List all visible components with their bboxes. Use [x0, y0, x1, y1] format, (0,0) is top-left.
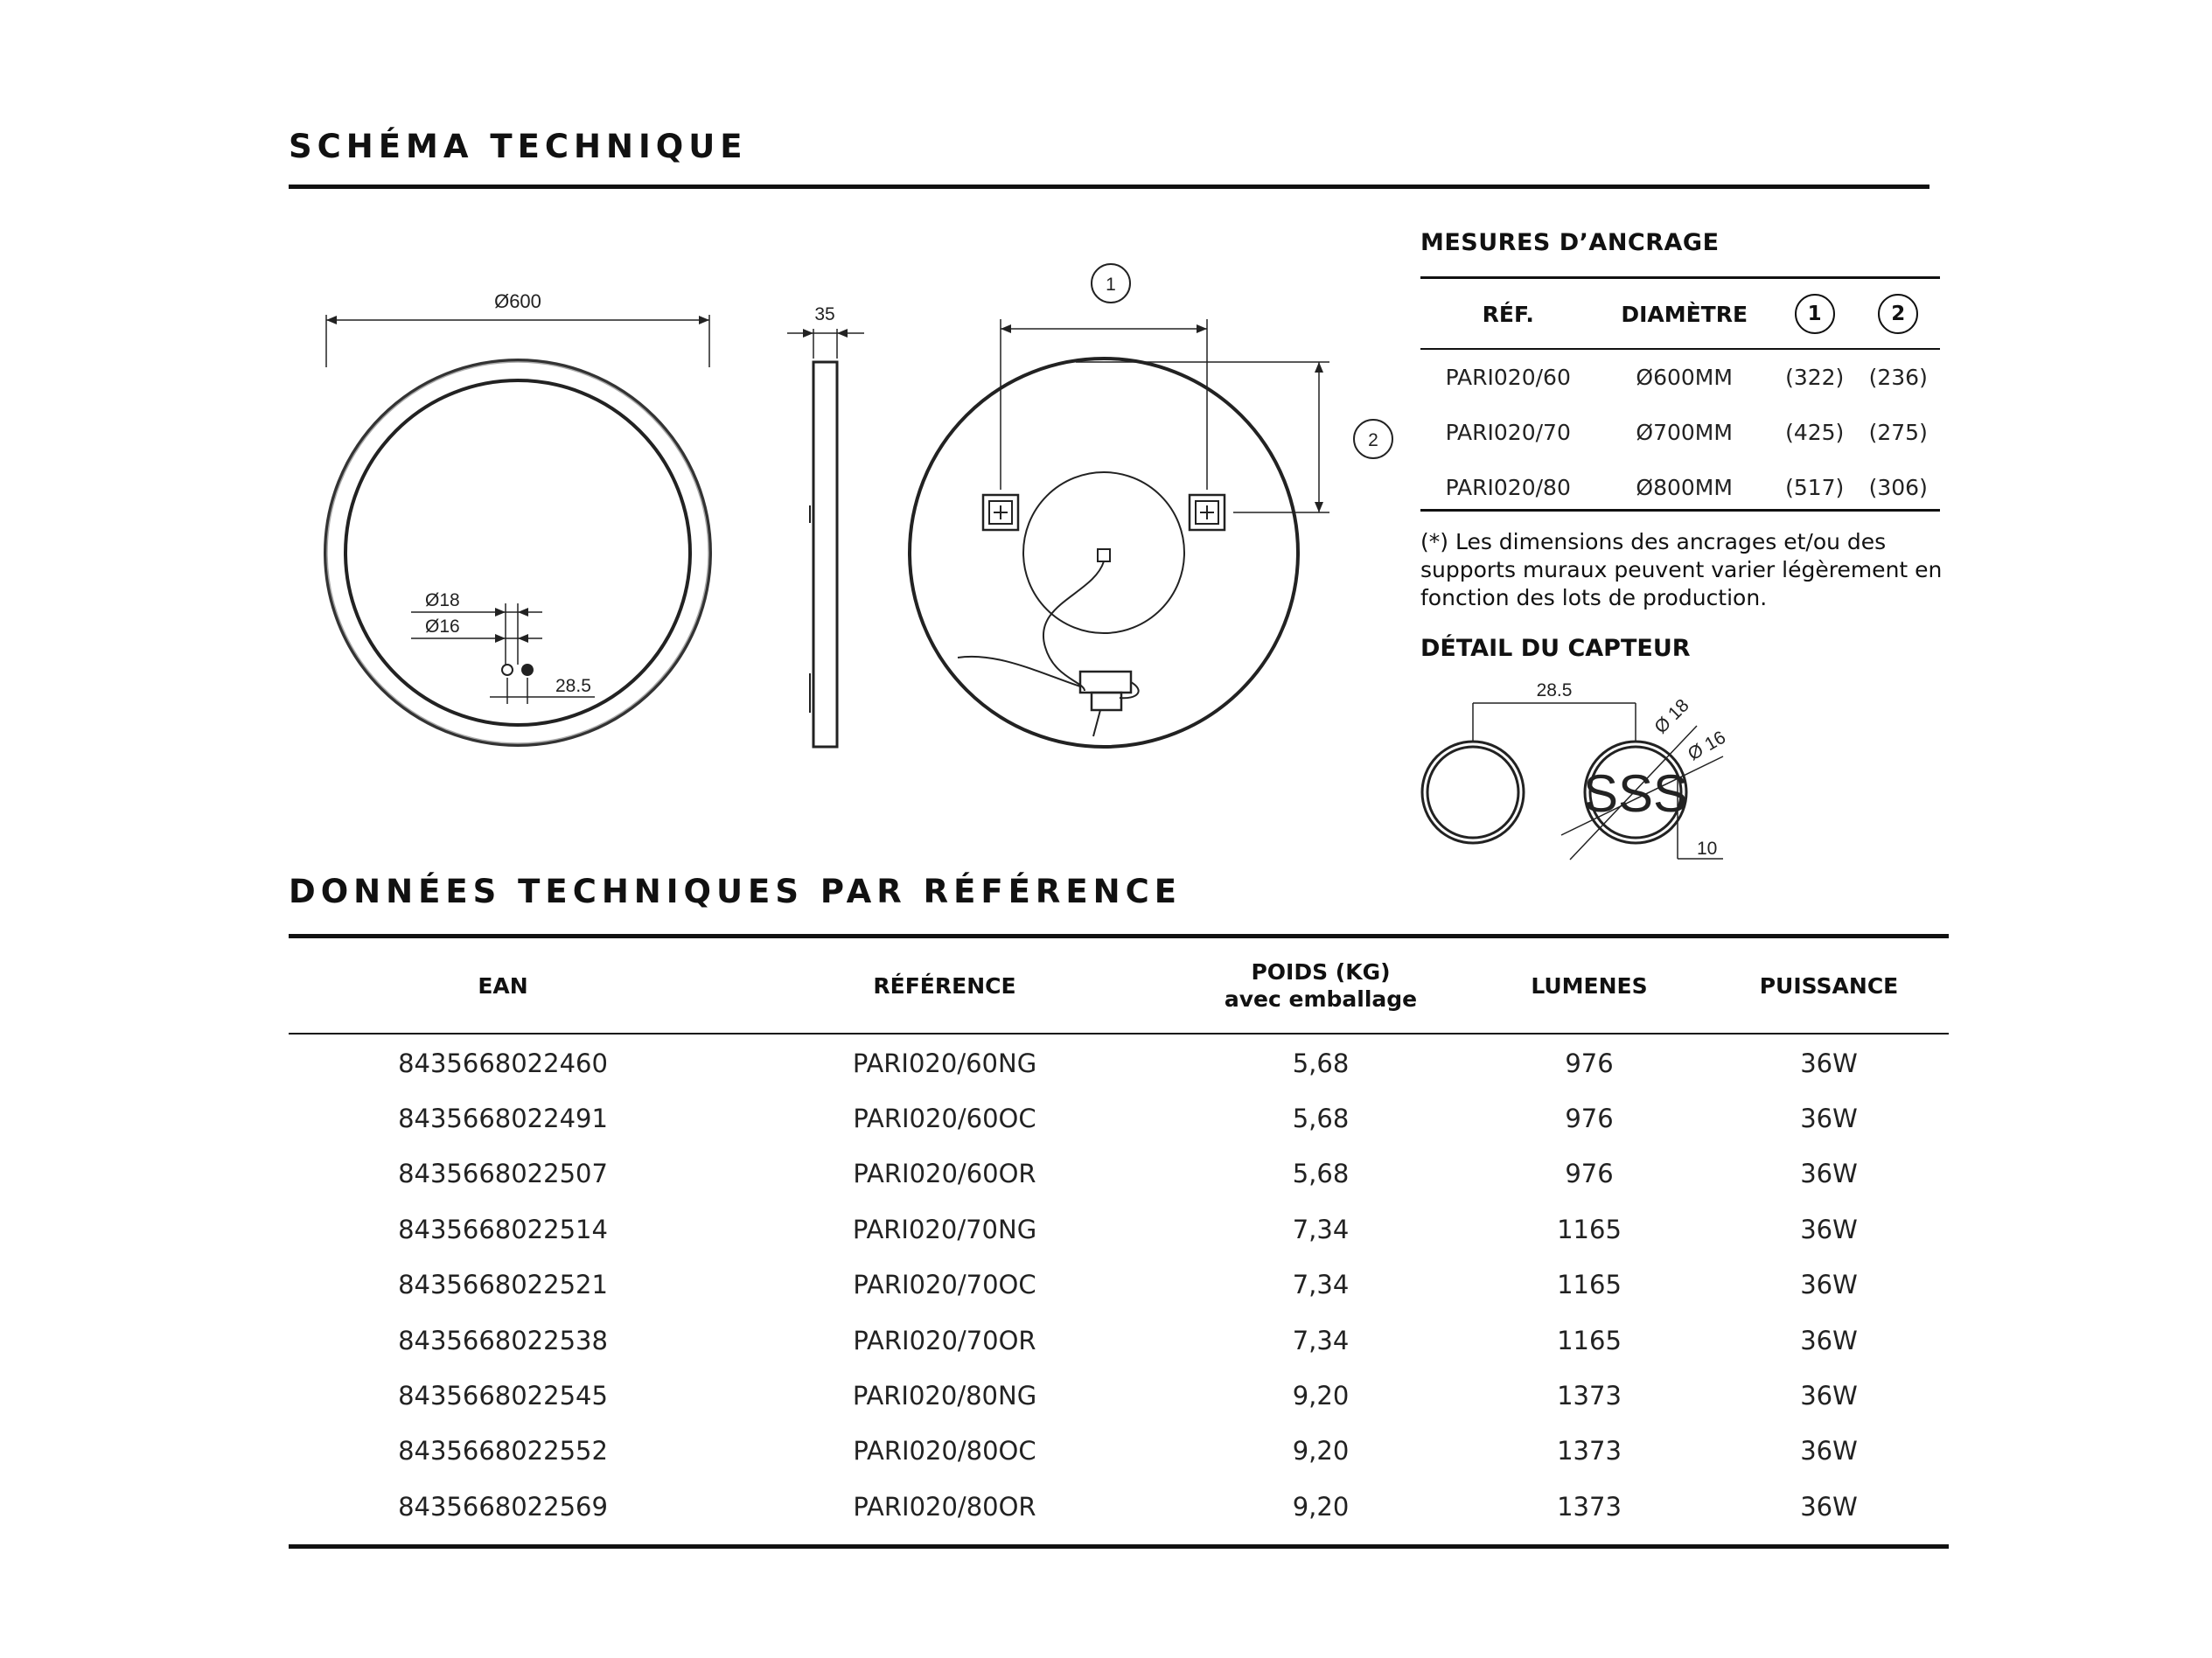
- anchor-header-row: [1420, 278, 1940, 350]
- cell-puissance: 36W: [1800, 1104, 1858, 1134]
- anchor-header-col2-circle: 2: [1878, 294, 1918, 334]
- table-row: [289, 1202, 1949, 1257]
- sensor-detail-drawing: [1399, 673, 1767, 883]
- cell-lumenes: 1373: [1557, 1381, 1622, 1411]
- cell-reference: PARI020/80OC: [853, 1436, 1036, 1466]
- depth-label: 35: [814, 304, 835, 324]
- cell-poids: 5,68: [1292, 1104, 1350, 1134]
- donnees-table: [289, 936, 1949, 1535]
- cell-puissance: 36W: [1800, 1436, 1858, 1466]
- cell-lumenes: 1165: [1557, 1325, 1622, 1355]
- cell-poids: 7,34: [1292, 1325, 1350, 1355]
- header-puissance: PUISSANCE: [1759, 972, 1899, 999]
- capteur-d16-label: Ø 16: [1685, 727, 1729, 765]
- cell-reference: PARI020/60OR: [853, 1159, 1036, 1189]
- donnees-title: DONNÉES TECHNIQUES PAR RÉFÉRENCE: [289, 873, 1183, 910]
- cell-poids: 9,20: [1292, 1436, 1350, 1466]
- cell-puissance: 36W: [1800, 1159, 1858, 1189]
- anchor-ref: PARI020/60: [1445, 365, 1571, 390]
- cell-lumenes: 1165: [1557, 1214, 1622, 1244]
- anchor-diameter: Ø700MM: [1636, 420, 1733, 445]
- cell-puissance: 36W: [1800, 1325, 1858, 1355]
- anchor-header-col1: [1773, 278, 1857, 350]
- anchor-title: MESURES D’ANCRAGE: [1420, 229, 1720, 256]
- cell-reference: PARI020/60NG: [852, 1048, 1037, 1078]
- table-row: [289, 1368, 1949, 1423]
- cell-lumenes: 1165: [1557, 1270, 1622, 1300]
- cell-lumenes: 976: [1565, 1104, 1614, 1134]
- capteur-spacing-label: 28.5: [1536, 680, 1573, 700]
- table-row: [289, 1313, 1949, 1368]
- cell-lumenes: 976: [1565, 1159, 1614, 1189]
- front-diameter-label: Ø600: [494, 290, 541, 312]
- cell-poids: 7,34: [1292, 1214, 1350, 1244]
- cell-lumenes: 1373: [1557, 1491, 1622, 1522]
- table-row: [1420, 460, 1940, 515]
- capteur-sensor-icon: SSS: [1582, 764, 1689, 823]
- callout-2: 2: [1368, 430, 1378, 450]
- table-row: [289, 1424, 1949, 1479]
- header-poids-sub: avec emballage: [1224, 986, 1418, 1012]
- anchor-diameter: Ø800MM: [1636, 475, 1733, 500]
- anchor-m2: (236): [1868, 365, 1928, 390]
- cell-puissance: 36W: [1800, 1270, 1858, 1300]
- cell-reference: PARI020/70OR: [853, 1325, 1036, 1355]
- anchor-m1: (517): [1785, 475, 1845, 500]
- cell-ean: 8435668022545: [398, 1381, 608, 1411]
- cell-reference: PARI020/70NG: [852, 1214, 1037, 1244]
- table-row: [1420, 405, 1940, 460]
- anchor-m1: (322): [1785, 365, 1845, 390]
- technical-drawing: [0, 0, 1399, 787]
- cell-puissance: 36W: [1800, 1048, 1858, 1078]
- table-row: [289, 1090, 1949, 1146]
- donnees-header-rule: [289, 1033, 1949, 1035]
- anchor-diameter: Ø600MM: [1636, 365, 1733, 390]
- anchor-header-col1-circle: 1: [1795, 294, 1835, 334]
- capteur-ten-label: 10: [1697, 839, 1718, 859]
- header-poids: [1172, 936, 1469, 1035]
- header-ean: EAN: [478, 972, 528, 999]
- cell-reference: PARI020/60OC: [853, 1104, 1036, 1134]
- side-view: [787, 329, 864, 747]
- header-lumenes: LUMENES: [1531, 972, 1648, 999]
- header-poids-label: POIDS (KG): [1251, 959, 1391, 985]
- cell-poids: 5,68: [1292, 1159, 1350, 1189]
- cell-ean: 8435668022491: [398, 1104, 608, 1134]
- anchor-body: [1420, 350, 1940, 515]
- cell-puissance: 36W: [1800, 1214, 1858, 1244]
- cell-poids: 5,68: [1292, 1048, 1350, 1078]
- anchor-m1: (425): [1785, 420, 1845, 445]
- anchor-header-ref: RÉF.: [1482, 301, 1534, 327]
- donnees-header-row: [289, 936, 1949, 1035]
- cell-ean: 8435668022552: [398, 1436, 608, 1466]
- sensor-d16-label: Ø16: [425, 617, 460, 637]
- cell-poids: 7,34: [1292, 1270, 1350, 1300]
- schema-title: SCHÉMA TECHNIQUE: [289, 128, 748, 165]
- cell-ean: 8435668022538: [398, 1325, 608, 1355]
- anchor-ref: PARI020/80: [1445, 475, 1571, 500]
- anchor-m2: (275): [1868, 420, 1928, 445]
- back-view: [910, 264, 1392, 747]
- cell-ean: 8435668022569: [398, 1491, 608, 1522]
- anchor-bottom-rule: [1420, 509, 1940, 512]
- anchor-note: (*) Les dimensions des ancrages et/ou des supports muraux peuvent varier légèrement en fonction des lots de production.: [1420, 529, 1943, 610]
- cell-poids: 9,20: [1292, 1491, 1350, 1522]
- header-reference: RÉFÉRENCE: [873, 972, 1016, 999]
- cell-puissance: 36W: [1800, 1491, 1858, 1522]
- callout-1: 1: [1106, 275, 1116, 295]
- cell-lumenes: 1373: [1557, 1436, 1622, 1466]
- cell-reference: PARI020/70OC: [853, 1270, 1036, 1300]
- anchor-header-col2: [1856, 278, 1940, 350]
- donnees-body: [289, 1035, 1949, 1535]
- capteur-title: DÉTAIL DU CAPTEUR: [1420, 635, 1691, 662]
- cell-ean: 8435668022521: [398, 1270, 608, 1300]
- anchor-header-diameter: DIAMÈTRE: [1621, 301, 1748, 327]
- anchor-ref: PARI020/70: [1445, 420, 1571, 445]
- cell-lumenes: 976: [1565, 1048, 1614, 1078]
- anchor-table: [1420, 278, 1940, 515]
- table-row: [289, 1479, 1949, 1534]
- sensor-spacing-label: 28.5: [555, 676, 591, 696]
- table-row: [1420, 350, 1940, 405]
- front-view: [325, 315, 710, 745]
- cell-puissance: 36W: [1800, 1381, 1858, 1411]
- cell-poids: 9,20: [1292, 1381, 1350, 1411]
- cell-ean: 8435668022514: [398, 1214, 608, 1244]
- cell-ean: 8435668022507: [398, 1159, 608, 1189]
- capteur-d18-label: Ø 18: [1650, 695, 1693, 738]
- anchor-m2: (306): [1868, 475, 1928, 500]
- cell-reference: PARI020/80OR: [853, 1491, 1036, 1522]
- donnees-bottom-rule: [289, 1544, 1949, 1549]
- table-row: [289, 1035, 1949, 1090]
- cell-reference: PARI020/80NG: [852, 1381, 1037, 1411]
- cell-ean: 8435668022460: [398, 1048, 608, 1078]
- sensor-d18-label: Ø18: [425, 590, 460, 610]
- table-row: [289, 1146, 1949, 1202]
- anchor-header-rule: [1420, 348, 1940, 350]
- table-row: [289, 1257, 1949, 1313]
